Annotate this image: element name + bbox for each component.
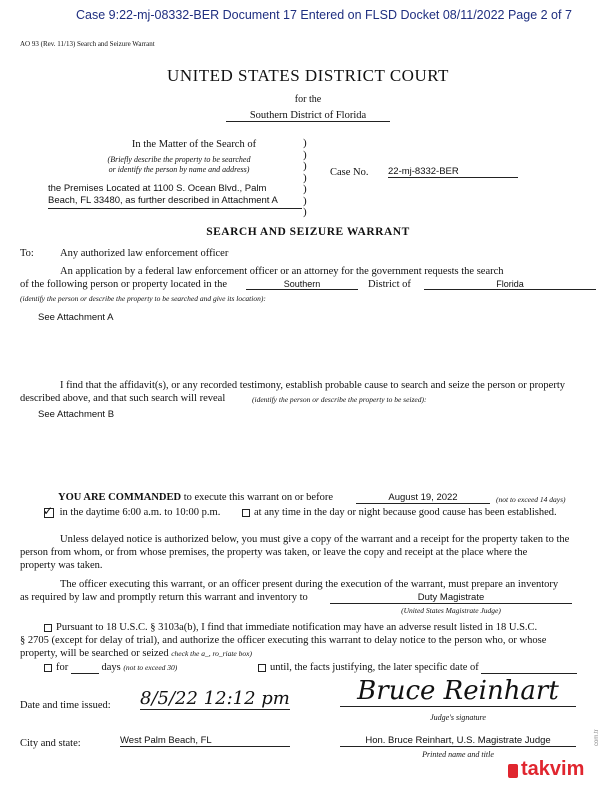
signature-caption: Judge's signature (430, 713, 486, 722)
notice-p1-line-1: Unless delayed notice is authorized below, you must give a copy of the warrant and a receipt for the property taken to the (60, 534, 570, 545)
notice-p1-line-3: property was taken. (20, 560, 103, 571)
commanded-date: August 19, 2022 (356, 492, 490, 504)
until-checkbox[interactable] (258, 664, 266, 672)
warrant-title: SEARCH AND SEIZURE WARRANT (206, 226, 410, 238)
premises-underline (48, 208, 302, 209)
application-hint: (identify the person or describe the property to be searched and give its location): (20, 294, 266, 303)
commanded-line (58, 492, 333, 503)
docket-header: Case 9:22-mj-08332-BER Document 17 Entered on FLSD Docket 08/11/2022 Page 2 of 7 (76, 8, 572, 22)
matter-brackets: ) ) ) ) ) ) ) (303, 137, 307, 218)
pursuant-line-2: § 2705 (except for delay of trial), and authorize the officer executing this warrant to delay notice to the person who, or whose (20, 635, 547, 646)
daytime-option (43, 503, 221, 518)
city-value: West Palm Beach, FL (120, 735, 290, 747)
matter-hint-1: (Briefly describe the property to be searched (107, 155, 251, 164)
daytime-label: in the daytime 6:00 a.m. to 10:00 p.m. (59, 507, 221, 518)
check-mark-icon: ✓ (43, 503, 54, 518)
affidavit-hint: (identify the person or describe the property to be seized): (252, 395, 427, 404)
judge-hint: (United States Magistrate Judge) (401, 606, 501, 615)
affidavit-line-2: described above, and that such search will reveal (20, 393, 226, 404)
pursuant-for-option: for days (not to exceed 30) (44, 662, 177, 674)
application-line-2: of the following person or property located in the (20, 279, 228, 290)
court-district: Southern District of Florida (226, 110, 390, 122)
pursuant-line-1: Pursuant to 18 U.S.C. § 3103a(b), I find that immediate notification may have an adverse result listed in 18 U.S.C. (44, 622, 537, 633)
application-line-1: An application by a federal law enforcement officer or an attorney for the government requests the search (60, 266, 504, 277)
watermark-domain: com.tr (594, 729, 600, 746)
matter-line: In the Matter of the Search of (131, 139, 257, 150)
days-blank[interactable] (71, 662, 99, 674)
district-label: District of (368, 279, 411, 290)
daytime-checkbox[interactable] (43, 503, 54, 518)
attachment-b: See Attachment B (38, 409, 115, 420)
state-value: Florida (424, 279, 596, 290)
case-no-value: 22-mj-8332-BER (388, 166, 518, 178)
for-days-checkbox[interactable] (44, 664, 52, 672)
pursuant-until-option: until, the facts justifying, the later specific date of (258, 662, 577, 674)
court-title: UNITED STATES DISTRICT COURT (167, 66, 449, 85)
commanded-note: (not to exceed 14 days) (496, 495, 566, 504)
premises-line-2: Beach, FL 33480, as further described in Attachment A (48, 195, 278, 206)
until-date-blank[interactable] (481, 662, 577, 674)
anytime-checkbox[interactable] (242, 509, 250, 517)
attachment-a: See Attachment A (38, 312, 114, 323)
city-label: City and state: (20, 738, 81, 749)
judge-value: Duty Magistrate (330, 592, 572, 604)
printed-name: Hon. Bruce Reinhart, U.S. Magistrate Judge (340, 735, 576, 747)
to-label: To: (20, 248, 34, 259)
pursuant-line-3: property, will be searched or seized check the a_, ro_riate box) (20, 648, 252, 659)
takvim-logo-icon (508, 764, 518, 778)
date-issued-value: 8/5/22 12:12 pm (140, 688, 290, 709)
notice-p2-line-1: The officer executing this warrant, or an officer present during the execution of the warrant, must prepare an inventory (60, 579, 559, 590)
matter-hint-2: or identify the person by name and address) (108, 165, 250, 174)
case-no-label: Case No. (330, 167, 369, 178)
district-value: Southern (246, 279, 358, 290)
takvim-watermark: takvim (508, 758, 584, 781)
date-issued-label: Date and time issued: (20, 700, 111, 711)
judge-signature: Bruce Reinhart (340, 676, 576, 707)
anytime-label: at any time in the day or night because good cause has been established. (254, 507, 557, 518)
notice-p1-line-2: person from whom, or from whose premises, the property was taken, or leave the copy and receipt at the place where the (20, 547, 528, 558)
premises-line-1: the Premises Located at 1100 S. Ocean Blvd., Palm (48, 183, 267, 194)
anytime-option (242, 507, 557, 518)
affidavit-line-1: I find that the affidavit(s), or any recorded testimony, establish probable cause to search and seize the person or property (60, 380, 565, 391)
commanded-bold: YOU ARE COMMANDED (58, 492, 182, 503)
notice-p2-line-2: as required by law and promptly return this warrant and inventory to (20, 592, 308, 603)
printed-caption: Printed name and title (422, 750, 494, 759)
commanded-text: to execute this warrant on or before (183, 492, 333, 503)
pursuant-checkbox[interactable] (44, 624, 52, 632)
court-for: for the (294, 94, 322, 105)
form-id: AO 93 (Rev. 11/13) Search and Seizure Warrant (20, 40, 155, 48)
to-text: Any authorized law enforcement officer (60, 248, 229, 259)
